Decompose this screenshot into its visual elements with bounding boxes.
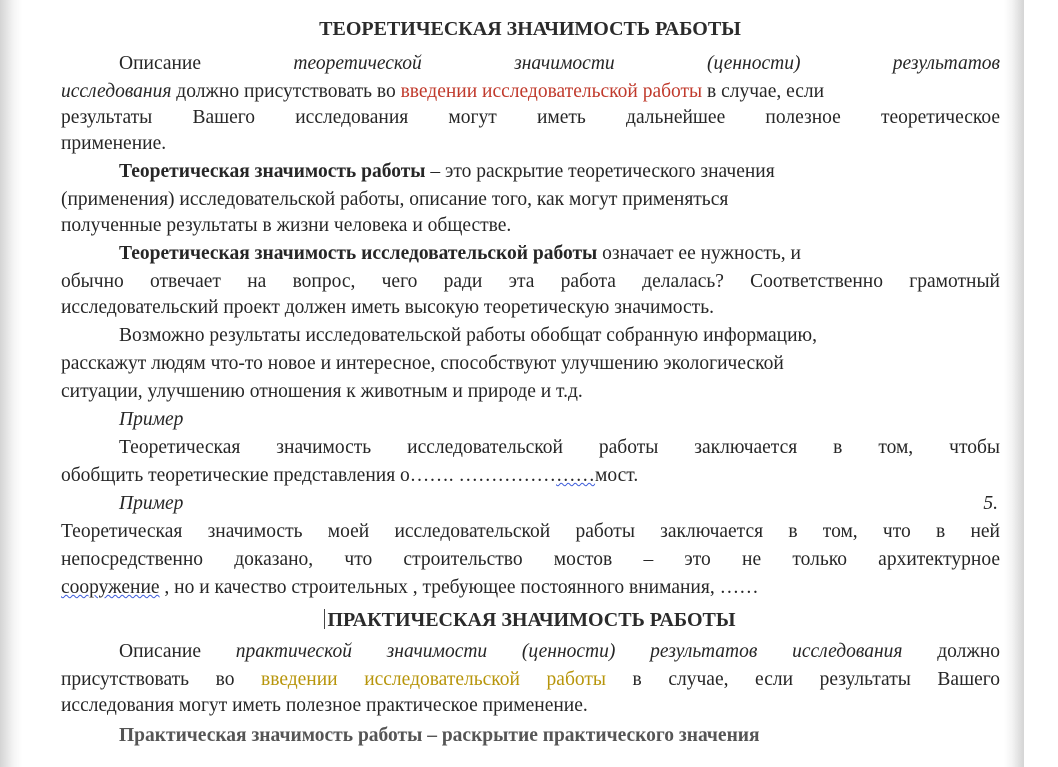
ex1-text-c: мост. xyxy=(595,465,639,486)
p5-line3: исследования могут иметь полезное практическое применение. xyxy=(61,695,588,716)
p3-line1 xyxy=(61,242,1000,266)
p3-rest1: означает ее нужность, и xyxy=(597,243,801,264)
heading-practical-significance xyxy=(60,609,1000,632)
p1-text-c: значимости xyxy=(514,53,615,74)
p1-text-g: должно присутствовать во xyxy=(171,81,401,102)
ex2-number: 5. xyxy=(983,493,998,514)
p1-text-f: исследования xyxy=(61,81,172,102)
p3-line3: исследовательский проект должен иметь высокую теоретическую значимость. xyxy=(61,297,714,318)
p5-line2 xyxy=(61,668,1000,692)
p5-text-a: Описание xyxy=(119,641,236,662)
p1-text-b: теоретической xyxy=(293,53,422,74)
p2-line2: (применения) исследовательской работы, описание того, как могут применяться xyxy=(61,189,729,210)
p1-link-introduction: введении исследовательской работы xyxy=(400,81,703,102)
p4-line2: расскажут людям что-то новое и интересное, способствуют улучшению экологической xyxy=(61,353,784,374)
p2-rest1: – это раскрытие теоретического значения xyxy=(425,161,775,182)
p1-text-a: Описание xyxy=(119,53,294,74)
ex2-text-a: сооружение xyxy=(61,577,160,598)
ex1-text-a: обобщить теоретические представления о……. …………… xyxy=(61,465,557,486)
text-cursor xyxy=(324,609,325,629)
p1-text-i: в случае, если xyxy=(702,81,825,102)
p5-text-b: практической значимости (ценности) результатов исследования xyxy=(235,641,903,662)
p1-line2 xyxy=(61,80,1000,104)
p5-text-d: присутствовать во xyxy=(61,669,262,690)
ex1-line1: Теоретическая значимость исследовательской работы заключается в том, чтобы xyxy=(119,437,1000,458)
p1-text-e: результатов xyxy=(892,53,1001,74)
p1-text-d: (ценности) xyxy=(706,53,801,74)
p6-cut-line: Практическая значимость работы – раскрытие практического значения xyxy=(119,725,760,746)
ex2-label-row xyxy=(61,492,1000,516)
p5-line1 xyxy=(61,640,1000,664)
p5-text-c: должно xyxy=(902,641,1000,662)
ex1-line2 xyxy=(61,464,1000,488)
p2-line1 xyxy=(61,160,1000,184)
ex1-label: Пример xyxy=(119,409,184,430)
ex2-line2: непосредственно доказано, что строительство мостов – это не только архитектурное xyxy=(61,549,1000,570)
p2-line3: полученные результаты в жизни человека и обществе. xyxy=(61,215,512,236)
heading-practical-text: ПРАКТИЧЕСКАЯ ЗНАЧИМОСТЬ РАБОТЫ xyxy=(327,609,736,631)
p4-line3: ситуации, улучшению отношения к животным и природе и т.д. xyxy=(61,381,583,402)
p2-bold: Теоретическая значимость работы xyxy=(119,161,426,182)
p1-line3: результаты Вашего исследования могут иметь дальнейшее полезное теоретическое xyxy=(61,107,1000,128)
p6-cut-container xyxy=(61,720,1000,746)
p4-line1: Возможно результаты исследовательской работы обобщат собранную информацию, xyxy=(119,325,817,346)
ex1-text-b: …… xyxy=(556,465,596,486)
ex2-label: Пример xyxy=(119,493,184,514)
ex2-line1: Теоретическая значимость моей исследовательской работы заключается в том, что в ней xyxy=(61,521,1000,542)
p1-line4: применение. xyxy=(61,133,167,154)
heading-theoretical-significance: ТЕОРЕТИЧЕСКАЯ ЗНАЧИМОСТЬ РАБОТЫ xyxy=(319,18,741,40)
p3-line2: обычно отвечает на вопрос, чего ради эта работа делалась? Соответственно грамотный xyxy=(61,271,1000,292)
p3-bold: Теоретическая значимость исследовательской работы xyxy=(119,243,598,264)
p5-link-introduction: введении исследовательской работы xyxy=(261,669,606,690)
p5-text-f: в случае, если результаты Вашего xyxy=(605,669,1001,690)
p1-line1 xyxy=(61,52,1000,76)
ex2-line3 xyxy=(61,576,1000,600)
ex2-text-b: , но и качество строительных , требующее постоянного внимания, …… xyxy=(159,577,759,598)
